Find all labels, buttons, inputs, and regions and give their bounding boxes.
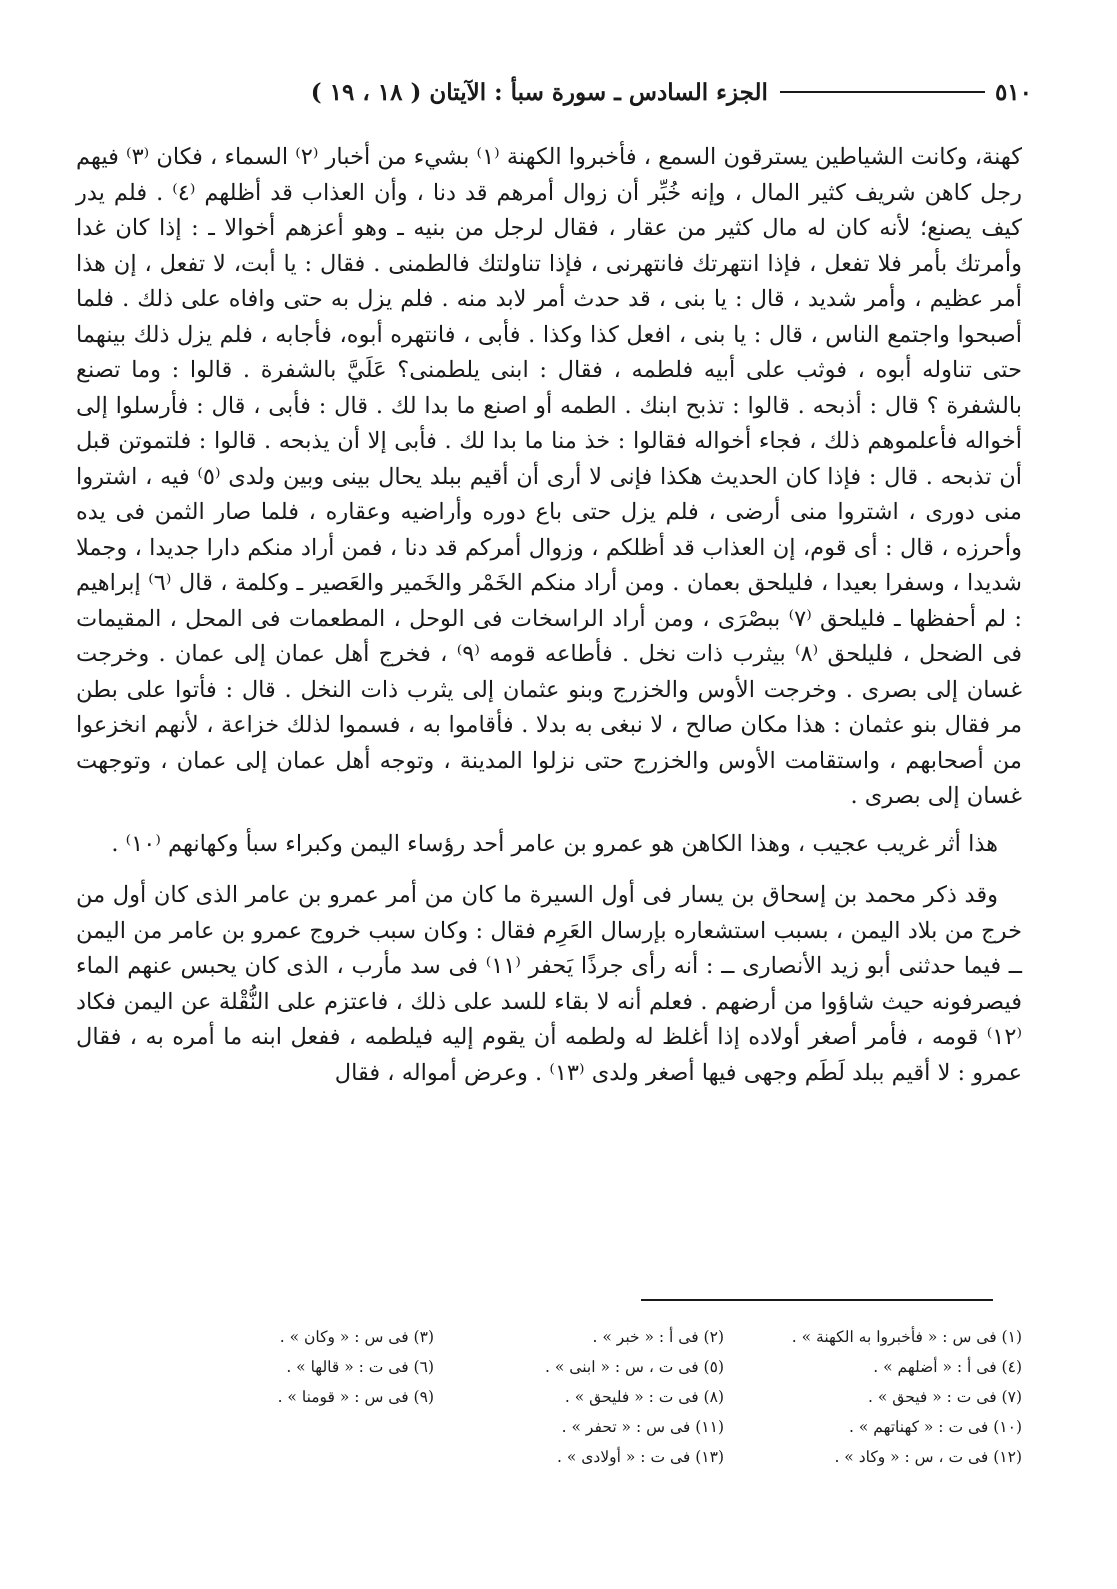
footnote: (١٠) فى ت : « كهناتهم » .	[849, 1418, 1022, 1436]
footnote: (١٢) فى ت ، س : « وكاد » .	[834, 1448, 1022, 1466]
footnote-empty	[180, 1412, 434, 1442]
paragraph: وقد ذكر محمد بن إسحاق بن يسار فى أول السيرة ما كان من أمر عمرو بن عامر الذى كان أول من خرج من بلاد اليمن ، بسبب استشعاره بإرسال العَرِم فقال : وكان سبب خروج عمرو بن عامر من اليمن ــ فيما حدثنى أبو زيد الأنصارى ــ : أنه رأى جرذًا يَحفر ⁽١١⁾ فى سد مأرب ، الذى كان يحبس عنهم الماء فيصرفونه حيث شاؤوا من أرضهم . فعلم أنه لا بقاء للسد على ذلك ، فاعتزم على النُّقْلة عن اليمن فكاد ⁽١٢⁾ قومه ، فأمر أصغر أولاده إذا أغلظ له ولطمه أن يقوم إليه فيلطمه ، ففعل ابنه ما أمره به ، فقال عمرو : لا أقيم ببلد لَطَم وجهى فيها أصغر ولدى ⁽١٣⁾ . وعرض أمواله ، فقال	[76, 882, 1022, 1086]
footnote: (٧) فى ت : « فيحق » .	[868, 1388, 1022, 1406]
footnote: (٩) فى س : « قومنا » .	[277, 1388, 434, 1406]
header-rule	[780, 91, 985, 93]
footnote-separator	[641, 1299, 993, 1301]
paragraph: هذا أثر غريب عجيب ، وهذا الكاهن هو عمرو بن عامر أحد رؤساء اليمن وكبراء سبأ وكهانهم ⁽١٠⁾ .	[111, 830, 998, 857]
running-title: الجزء السادس ـ سورة سبأ : الآيتان ( ١٨ ، ١٩ )	[310, 78, 768, 106]
footnote: (٦) فى ت : « قالها » .	[286, 1358, 434, 1376]
footnote: (٣) فى س : « وكان » .	[279, 1328, 434, 1346]
page-number: ٥١٠	[994, 78, 1032, 106]
body-text	[76, 140, 1022, 1091]
footnote: (٢) فى أ : « خبر » .	[592, 1328, 724, 1346]
running-header	[80, 72, 1032, 112]
footnote: (١) فى س : « فأخبروا به الكهنة » .	[791, 1328, 1022, 1346]
footnote: (١٣) فى ت : « أولادى » .	[557, 1448, 724, 1466]
paragraph: كهنة، وكانت الشياطين يسترقون السمع ، فأخبروا الكهنة ⁽١⁾ بشيء من أخبار ⁽٢⁾ السماء ، فكان ⁽٣⁾ فيهم رجل كاهن شريف كثير المال ، وإنه خُبِّر أن زوال أمرهم قد دنا ، وأن العذاب قد أظلهم ⁽٤⁾ . فلم يدر كيف يصنع؛ لأنه كان له مال كثير من عقار ، فقال لرجل من بنيه ـ وهو أعزهم أخوالا ـ : إذا كان غدا وأمرتك بأمر فلا تفعل ، فإذا انتهرتك فانتهرنى ، فإذا تناولتك فالطمنى . فقال : يا أبت، لا تفعل ، إن هذا أمر عظيم ، وأمر شديد ، قال : يا بنى ، قد حدث أمر لابد منه . فلم يزل به حتى وافاه على ذلك . فلما أصبحوا واجتمع الناس ، قال : يا بنى ، افعل كذا وكذا . فأبى ، فانتهره أبوه، فأجابه ، فلم يزل ذلك بينهما حتى تناوله أبوه ، فوثب على أبيه فلطمه ، فقال : ابنى يلطمنى؟ عَلَيَّ بالشفرة . قالوا : وما تصنع بالشفرة ؟ قال : أذبحه . قالوا : تذبح ابنك . الطمه أو اصنع ما بدا لك . قال : فأبى ، قال : فأرسلوا إلى أخواله فأعلموهم ذلك ، فجاء أخواله فقالوا : خذ منا ما بدا لك . فأبى إلا أن يذبحه . قالوا : فلتموتن قبل أن تذبحه . قال : فإذا كان الحديث هكذا فإنى لا أرى أن أقيم ببلد يحال بينى وبين ولدى ⁽٥⁾ فيه ، اشتروا منى دورى ، اشتروا منى أرضى ، فلم يزل حتى باع دوره وأراضيه وعقاره ، فلما صار الثمن فى يده وأحرزه ، قال : أى قوم، إن العذاب قد أظلكم ، وزوال أمركم قد دنا ، فمن أراد منكم دارا جديدا ، وجملا شديدا ، وسفرا بعيدا ، فليلحق بعمان . ومن أراد منكم الخَمْر والخَمير والعَصير ـ وكلمة ، قال ⁽٦⁾ إبراهيم : لم أحفظها ـ فليلحق ⁽٧⁾ ببصْرَى ، ومن أراد الراسخات فى الوحل ، المطعمات فى المحل ، المقيمات فى الضحل ، فليلحق ⁽٨⁾ بيثرب ذات نخل . فأطاعه قومه ⁽٩⁾ ، فخرج أهل عمان إلى عمان . وخرجت غسان إلى بصرى . وخرجت الأوس والخزرج وبنو عثمان إلى يثرب ذات النخل . قال : فأتوا على بطن مر فقال بنو عثمان : هذا مكان صالح ، لا نبغى به بدلا . فأقاموا به ، فسموا لذلك خزاعة ، لأنهم انخزعوا من أصحابهم ، واستقامت الأوس والخزرج حتى نزلوا المدينة ، وتوجه أهل عمان إلى عمان ، وتوجهت غسان إلى بصرى .	[76, 144, 1023, 809]
footnote: (٥) فى ت ، س : « ابنى » .	[545, 1358, 724, 1376]
footnotes	[180, 1322, 1022, 1472]
footnote: (٤) فى أ : « أضلهم » .	[873, 1358, 1022, 1376]
footnote: (١١) فى س : « تحفر » .	[561, 1418, 724, 1436]
footnote: (٨) فى ت : « فليحق » .	[564, 1388, 724, 1406]
footnote-empty	[180, 1442, 434, 1472]
